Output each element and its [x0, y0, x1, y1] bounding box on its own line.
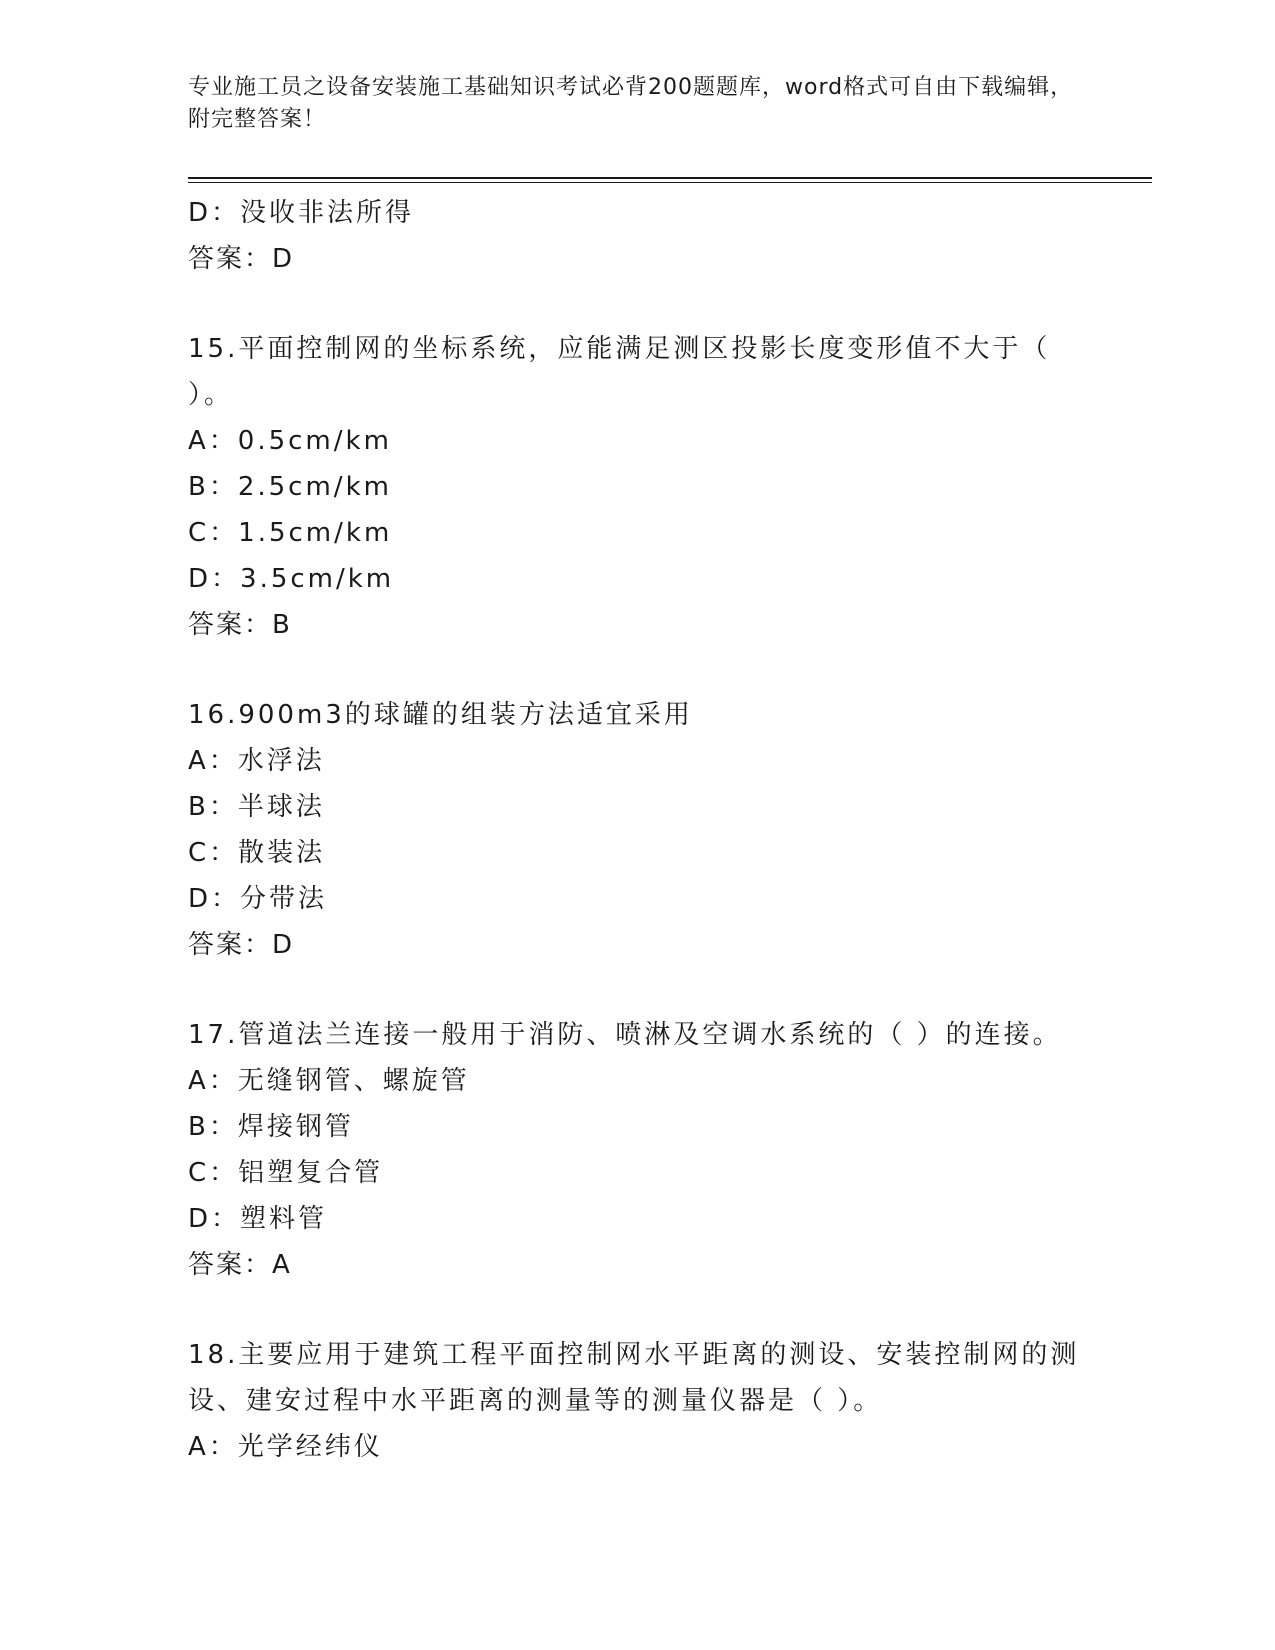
question-15 [188, 326, 1088, 648]
option-a: A：光学经纬仪 [188, 1432, 383, 1462]
option-b: B：焊接钢管 [188, 1112, 354, 1142]
spacer [188, 1288, 1088, 1332]
question-17 [188, 1012, 1088, 1288]
prev-option-d: D：没收非法所得 [188, 198, 415, 228]
question-18 [188, 1332, 1088, 1470]
option-d: D：分带法 [188, 884, 328, 914]
question-stem: 18.主要应用于建筑工程平面控制网水平距离的测设、安装控制网的测设、建安过程中水平距离的测量等的测量仪器是（ ）。 [188, 1340, 1080, 1416]
prev-answer: 答案：D [188, 244, 295, 274]
question-list [188, 190, 1088, 1470]
answer: 答案：A [188, 1250, 292, 1280]
option-c: C：散装法 [188, 838, 326, 868]
question-stem: 16.900m3的球罐的组装方法适宜采用 [188, 700, 693, 730]
option-b: B：半球法 [188, 792, 325, 822]
option-c: C：1.5cm/km [188, 518, 393, 548]
option-a: A：0.5cm/km [188, 426, 392, 456]
option-c: C：铝塑复合管 [188, 1158, 384, 1188]
question-stem: 15.平面控制网的坐标系统，应能满足测区投影长度变形值不大于（ ）。 [188, 334, 1051, 410]
question-stem: 17.管道法兰连接一般用于消防、喷淋及空调水系统的（ ）的连接。 [188, 1020, 1062, 1050]
header-divider-thick [188, 177, 1152, 179]
spacer [188, 968, 1088, 1012]
option-a: A：无缝钢管、螺旋管 [188, 1066, 470, 1096]
answer: 答案：D [188, 930, 295, 960]
question-16 [188, 692, 1088, 968]
spacer [188, 648, 1088, 692]
spacer [188, 282, 1088, 326]
document-header [188, 72, 1088, 136]
option-d: D：3.5cm/km [188, 564, 395, 594]
header-title: 专业施工员之设备安装施工基础知识考试必背200题题库，word格式可自由下载编辑，附完整答案！ [188, 75, 1074, 132]
option-d: D：塑料管 [188, 1204, 328, 1234]
option-b: B：2.5cm/km [188, 472, 392, 502]
option-a: A：水浮法 [188, 746, 325, 776]
header-divider-thin [188, 182, 1152, 183]
answer: 答案：B [188, 610, 292, 640]
